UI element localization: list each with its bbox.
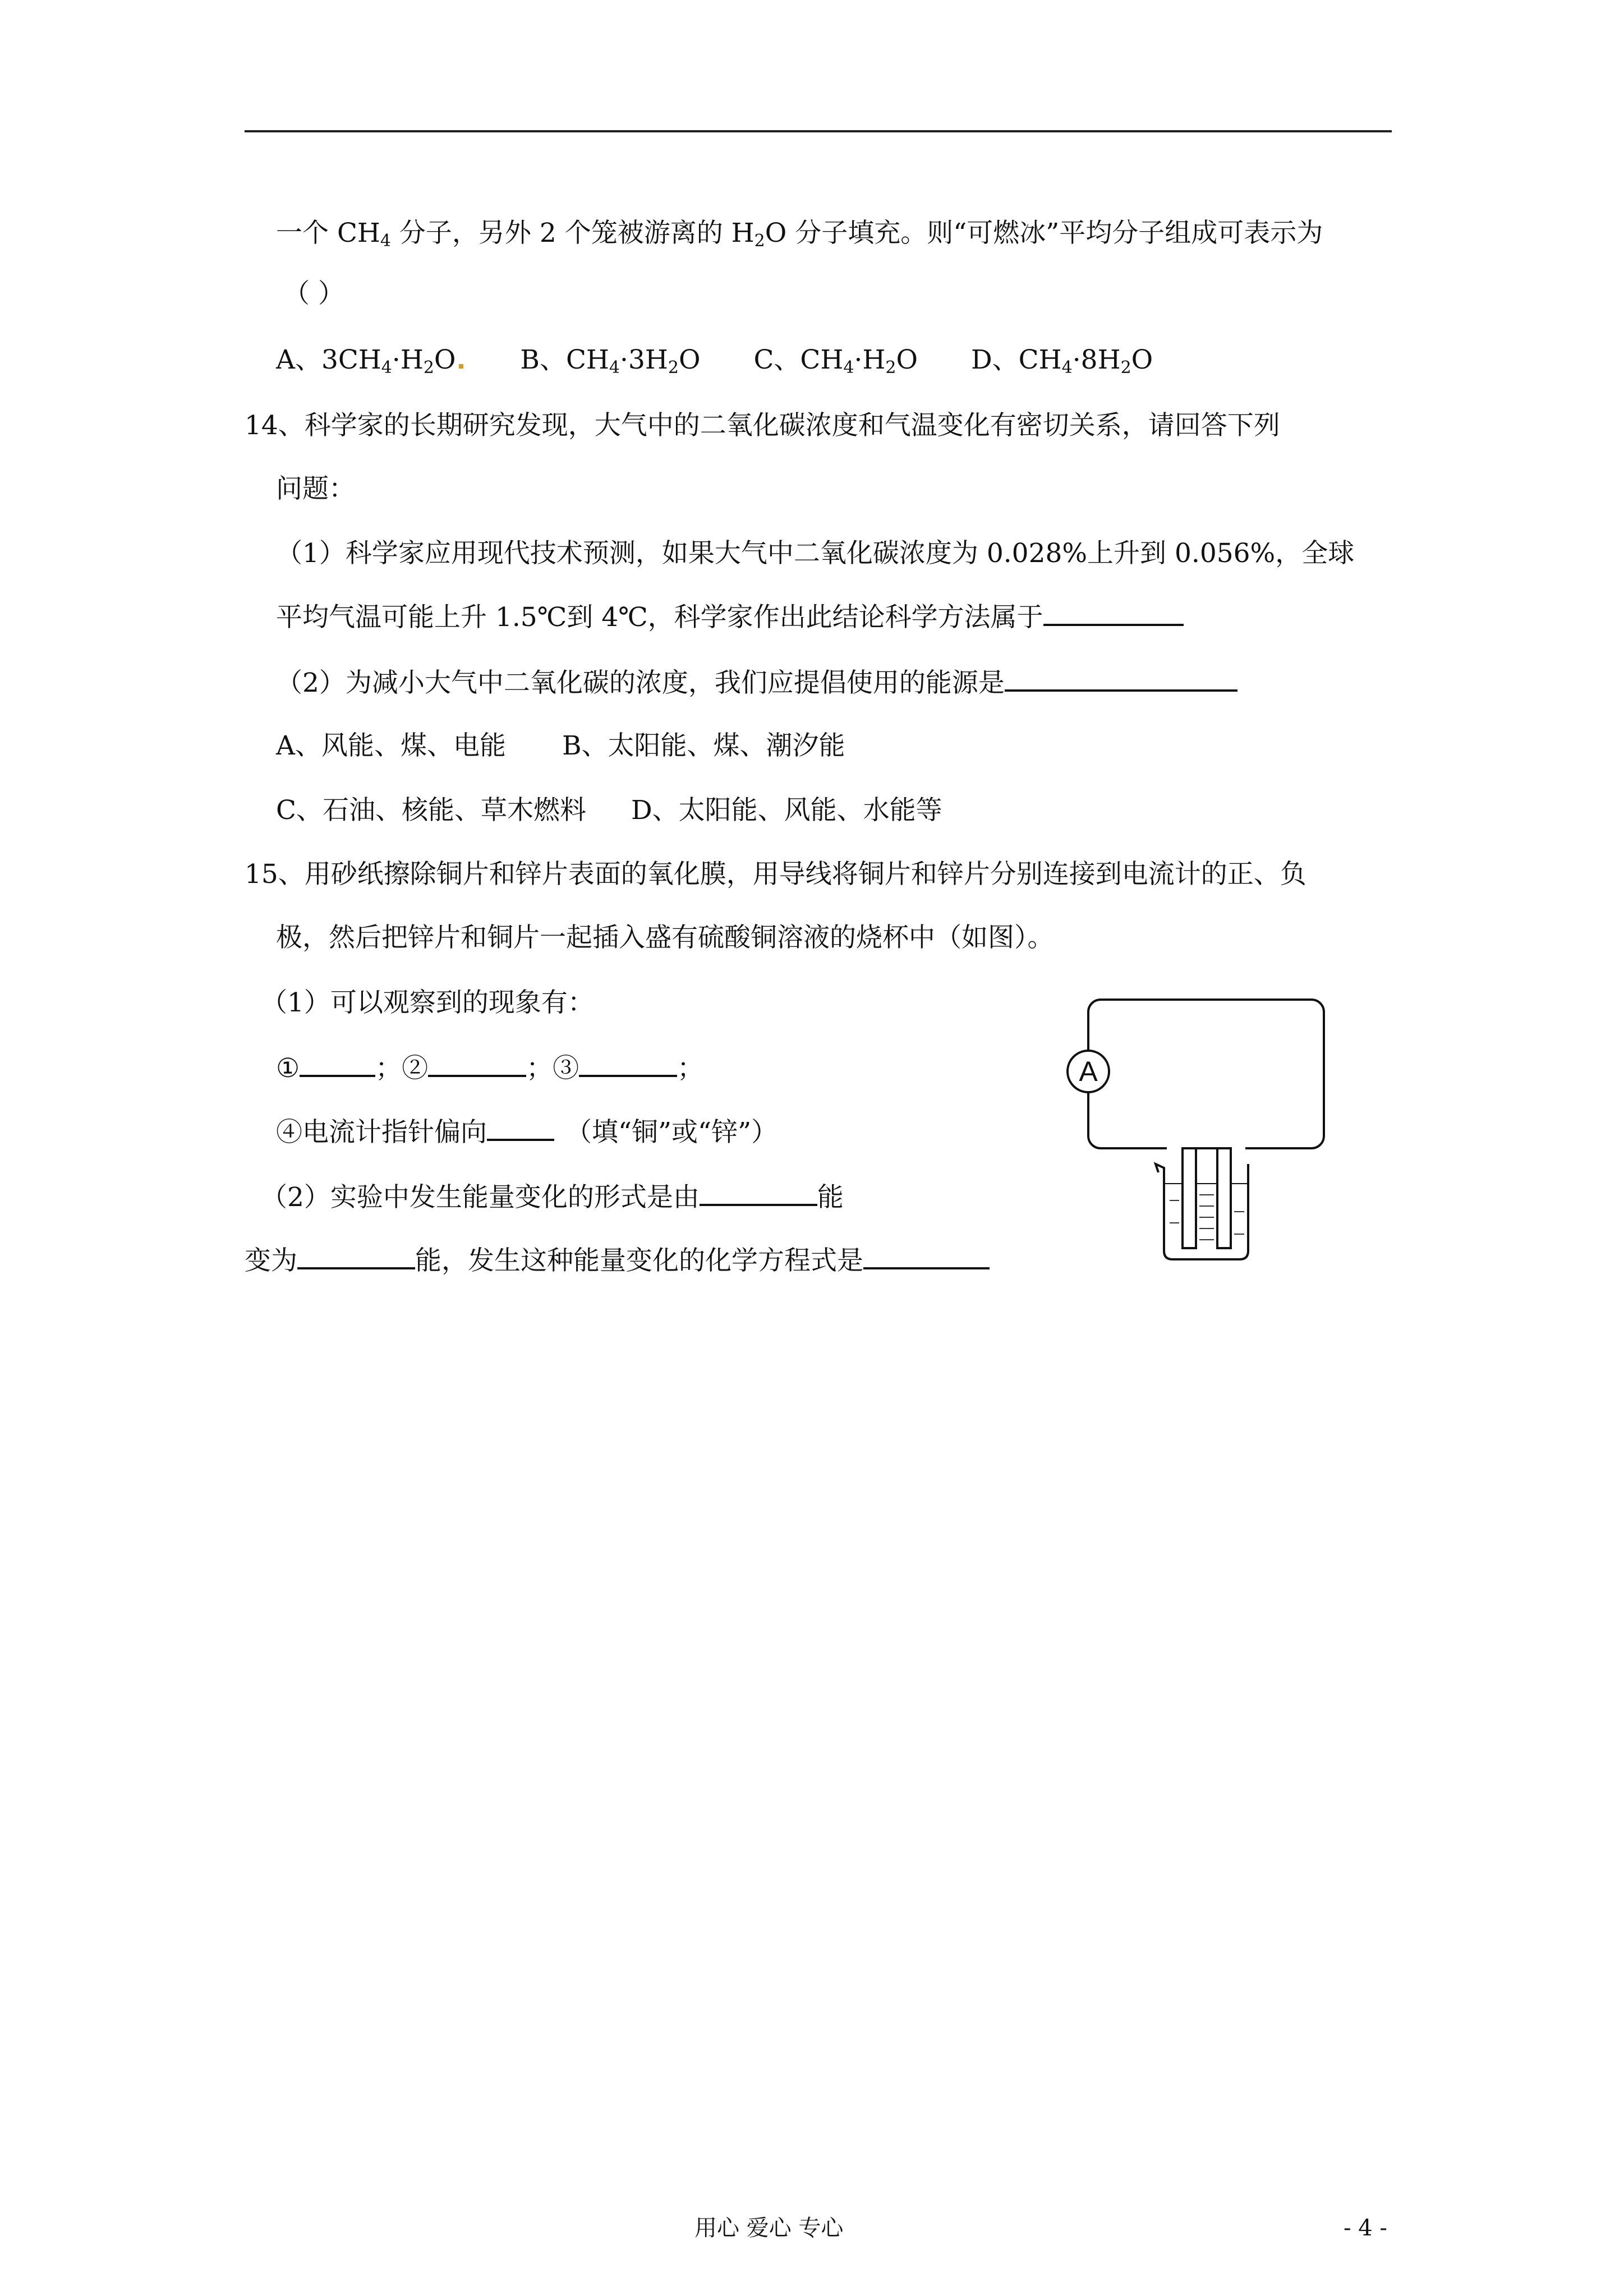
q13-option-d: D、$CH_4\cdot 8H_2O$ <box>971 344 1153 378</box>
q13-option-c: C、$CH_4\cdot H_2O$ <box>753 344 918 378</box>
q13-option-b: B、$CH_4\cdot 3H_2O$ <box>520 344 701 378</box>
q14-stem-line1: 14、科学家的长期研究发现，大气中的二氧化碳浓度和气温变化有密切关系，请回答下列 <box>245 410 1280 441</box>
circuit-wire <box>1088 1000 1324 1148</box>
q14-option-a: A、风能、煤、电能 <box>276 730 506 761</box>
q15-equation-blank[interactable] <box>863 1247 990 1269</box>
zinc-electrode <box>1183 1148 1196 1248</box>
q15-obs2-blank[interactable] <box>428 1055 526 1077</box>
q14-option-c: C、石油、核能、草木燃料 <box>276 795 586 826</box>
q14-stem-line2: 问题： <box>276 473 355 504</box>
q15-obs3-blank[interactable] <box>579 1055 677 1077</box>
q15-energy-from-blank[interactable] <box>700 1184 817 1206</box>
q13-option-a: A、$3CH_4\cdot H_2O$ <box>276 347 467 373</box>
q14-option-b: B、太阳能、煤、潮汐能 <box>562 730 845 761</box>
q15-stem-line2: 极，然后把锌片和铜片一起插入盛有硫酸铜溶液的烧杯中（如图）。 <box>276 922 1054 953</box>
q15-part2-line2: 变为 能，发生这种能量变化的化学方程式是 <box>245 1247 990 1274</box>
solution-hatch <box>1170 1195 1244 1240</box>
q14-part1-line1: （1）科学家应用现代技术预测，如果大气中二氧化碳浓度为 0.028%上升到 0.056%，全球 <box>276 538 1355 569</box>
q13-line1: 一个 $CH_4$ 分子，另外 2 个笼被游离的 $H_2O$ 分子填充。则“可燃冰”平均分子组成可表示为 <box>276 218 1323 251</box>
q14-part2-blank[interactable] <box>1005 669 1237 692</box>
copper-electrode <box>1217 1148 1231 1248</box>
q14-part1-blank[interactable] <box>1043 604 1184 626</box>
q15-observation4: ④电流计指针偏向 （填“铜”或“锌”） <box>276 1117 778 1148</box>
q14-part1-line2: 平均气温可能上升 1.5℃到 4℃，科学家作出此结论科学方法属于 <box>276 604 1184 631</box>
q15-part1: （1）可以观察到的现象有： <box>261 987 594 1018</box>
header-rule <box>245 130 1392 132</box>
q15-obs1-blank[interactable] <box>300 1055 375 1077</box>
galvanometer-label: A <box>1079 1056 1098 1087</box>
page-number: - 4 - <box>1344 2215 1387 2241</box>
q15-stem-line1: 15、用砂纸擦除铜片和锌片表面的氧化膜，用导线将铜片和锌片分别连接到电流计的正、负 <box>245 859 1306 890</box>
circuit-diagram <box>1055 993 1346 1268</box>
footer-slogan: 用心 爱心 专心 <box>694 2215 844 2241</box>
q14-option-d: D、太阳能、风能、水能等 <box>631 795 942 826</box>
q14-part2: （2）为减小大气中二氧化碳的浓度，我们应提倡使用的能源是 <box>276 669 1237 696</box>
q15-obs4-blank[interactable] <box>487 1119 554 1141</box>
q14-options-row2 <box>276 795 942 826</box>
q15-energy-to-blank[interactable] <box>297 1247 415 1269</box>
q13-options <box>276 344 1153 378</box>
q15-part2-line1: （2）实验中发生能量变化的形式是由 能 <box>261 1182 844 1213</box>
q14-options-row1 <box>276 730 845 761</box>
q13-answer-paren: （ ） <box>283 278 344 309</box>
q15-observations: ① ；② ；③ ； <box>276 1053 704 1084</box>
